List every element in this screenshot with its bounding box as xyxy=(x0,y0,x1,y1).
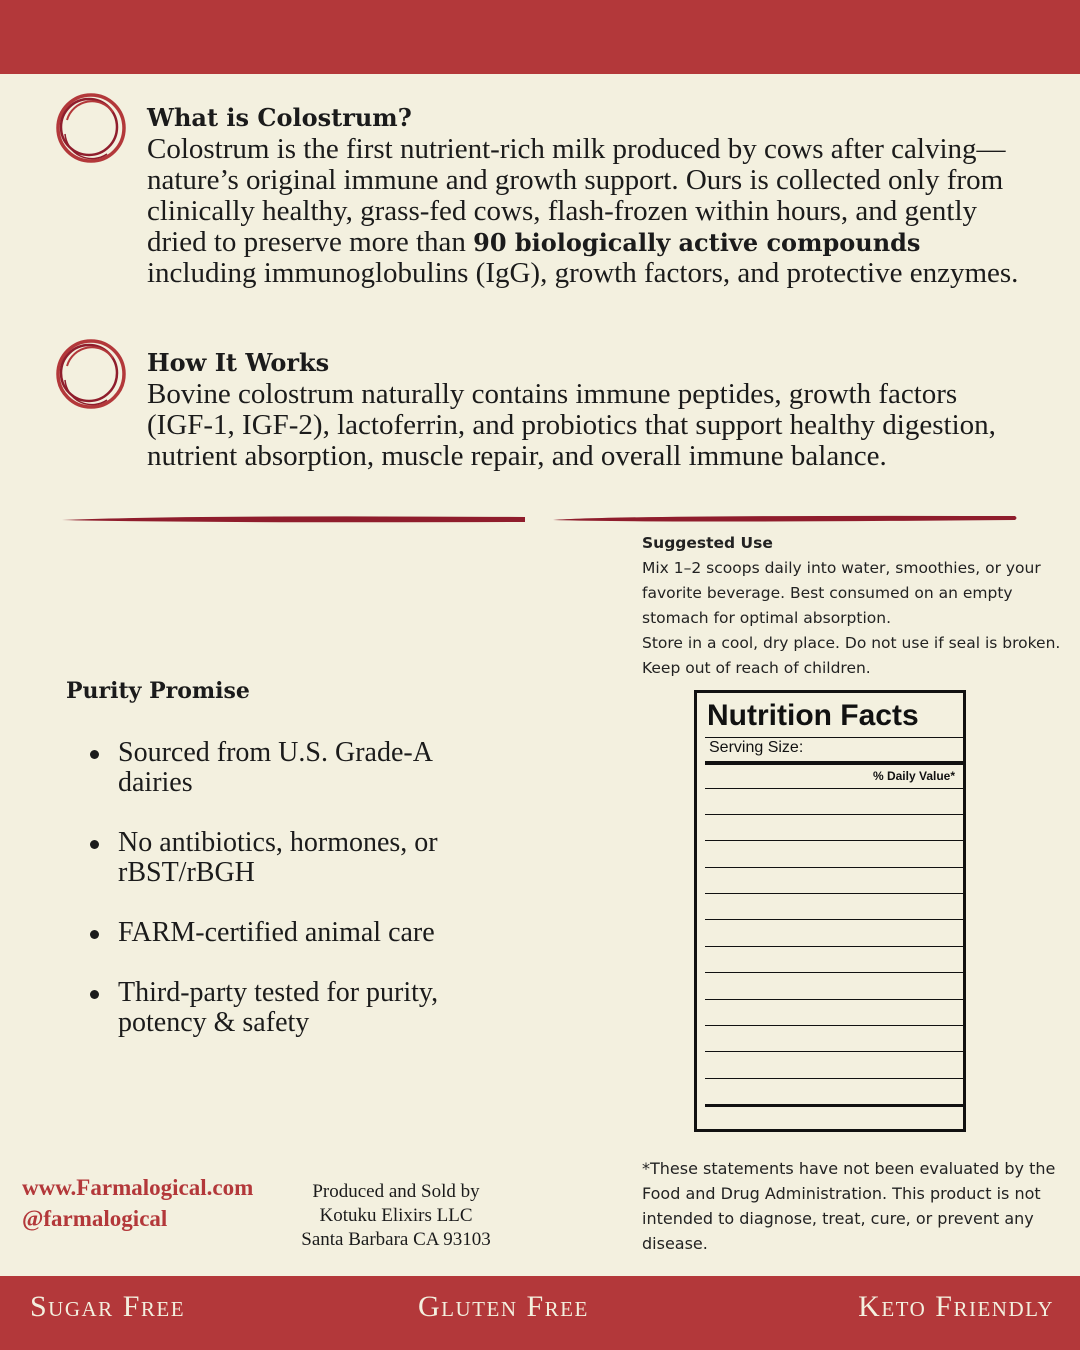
bullet-icon xyxy=(90,990,99,999)
rule xyxy=(705,788,963,789)
what-is-colostrum-section xyxy=(147,102,1027,289)
list-item: Sourced from U.S. Grade-A dairies xyxy=(90,738,490,798)
daily-value-header: % Daily Value* xyxy=(872,769,955,783)
producer-line: Kotuku Elixirs LLC xyxy=(319,1205,473,1226)
thick-rule xyxy=(705,1104,963,1107)
producer-line: Produced and Sold by xyxy=(312,1181,480,1202)
bullet-icon xyxy=(90,750,99,759)
nutrition-facts-panel xyxy=(694,690,966,1132)
circle-swirl-icon xyxy=(53,90,129,166)
rule xyxy=(705,946,963,947)
badge-keto-friendly: Keto Friendly xyxy=(858,1290,1054,1323)
suggested-use-title: Suggested Use xyxy=(642,534,773,552)
how-it-works-section xyxy=(147,347,1027,472)
fda-disclaimer: *These statements have not been evaluated by the Food and Drug Administration. This product is not intended to diagnose, treat, cure, or prevent any disease. xyxy=(642,1159,1056,1253)
rule xyxy=(705,737,963,738)
purity-list xyxy=(90,738,490,1068)
rule xyxy=(705,1051,963,1052)
suggested-use-directions: Mix 1–2 scoops daily into water, smoothies, or your favorite beverage. Best consumed on an empty stomach for optimal absorption. xyxy=(642,559,1041,627)
website-link[interactable]: www.Farmalogical.com xyxy=(22,1175,254,1200)
nutrition-facts-title: Nutrition Facts xyxy=(707,699,919,732)
circle-swirl-icon xyxy=(53,336,129,412)
rule xyxy=(705,814,963,815)
list-item: Third-party tested for purity, potency & safety xyxy=(90,978,490,1038)
rule xyxy=(705,1078,963,1079)
section-title: What is Colostrum? xyxy=(147,103,412,132)
rule xyxy=(705,972,963,973)
rule xyxy=(705,893,963,894)
rule xyxy=(705,867,963,868)
list-item: FARM-certified animal care xyxy=(90,918,490,948)
suggested-use-storage: Store in a cool, dry place. Do not use if seal is broken. Keep out of reach of children. xyxy=(642,634,1061,677)
section-body: Bovine colostrum naturally contains immune peptides, growth factors (IGF-1, IGF-2), lactoferrin, and probiotics that support healthy digestion, nutrient absorption, muscle repair, and overall immune balance. xyxy=(147,378,996,472)
producer-line: Santa Barbara CA 93103 xyxy=(301,1229,491,1250)
social-handle[interactable]: @farmalogical xyxy=(22,1206,168,1231)
bullet-icon xyxy=(90,930,99,939)
rule xyxy=(705,840,963,841)
purity-promise-title: Purity Promise xyxy=(66,678,250,704)
top-banner xyxy=(0,0,1080,74)
rule xyxy=(705,919,963,920)
bullet-icon xyxy=(90,840,99,849)
list-item: No antibiotics, hormones, or rBST/rBGH xyxy=(90,828,490,888)
section-body: Colostrum is the first nutrient-rich milk produced by cows after calving—nature’s original immune and growth support. Ours is collected only from clinically healthy, grass-fed cows, flash-frozen within hours, and gently dried to preserve more than 90 biologically active compounds including immunoglobulins (IgG), growth factors, and protective enzymes. xyxy=(147,133,1019,289)
badge-sugar-free: Sugar Free xyxy=(30,1290,186,1323)
serving-size: Serving Size: xyxy=(709,739,804,756)
brush-divider xyxy=(60,512,1020,528)
rule xyxy=(705,1025,963,1026)
section-title: How It Works xyxy=(147,348,330,377)
suggested-use xyxy=(642,531,1062,681)
badge-gluten-free: Gluten Free xyxy=(418,1290,589,1323)
producer-info xyxy=(284,1180,508,1252)
thick-rule xyxy=(705,761,963,765)
rule xyxy=(705,999,963,1000)
